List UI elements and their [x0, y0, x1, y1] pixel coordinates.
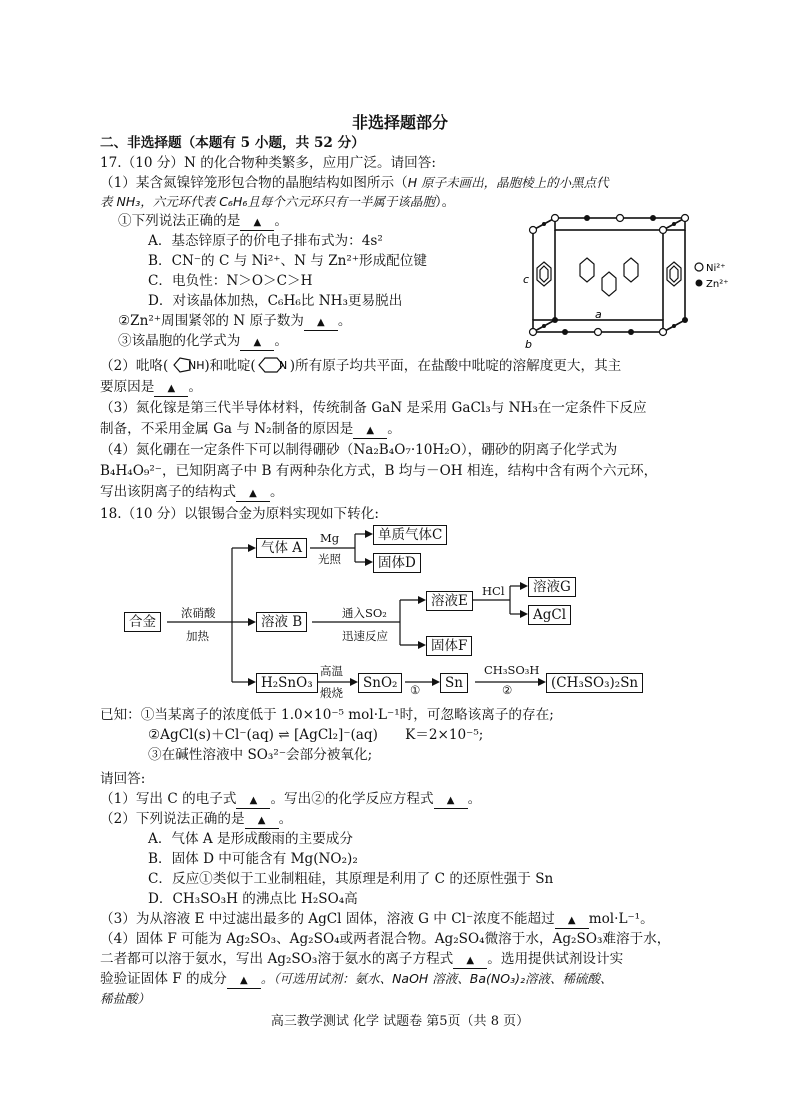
axis-c-label: c: [523, 273, 530, 286]
q18-option-b: B．固体 D 中可能含有 Mg(NO₂)₂: [148, 851, 358, 867]
gas-a-box: 气体 A: [256, 538, 307, 558]
q17-p3-line2: [100, 420, 401, 439]
q18-p4-line2: [100, 950, 623, 969]
q17-p2-line2: [100, 378, 202, 397]
q18-p4-line1: （4）固体 F 可能为 Ag₂SO₃、Ag₂SO₄或两者混合物。Ag₂SO₄微溶于水，Ag₂SO₃难溶于水，: [100, 931, 671, 947]
light-label: 光照: [318, 552, 341, 566]
reagent-label: 浓硝酸: [181, 606, 216, 620]
calcine-label: 煅烧: [320, 686, 343, 700]
crystal-cell-figure: [505, 210, 735, 356]
q18-p1: [100, 790, 481, 809]
q18-p4e: 。（可选用试剂：氨水、NaOH 溶液、Ba(NO₃)₂溶液、稀硫酸、: [260, 971, 613, 986]
q17-sub3-text: ③该晶胞的化学式为: [118, 333, 241, 349]
ch3so3h-label: CH₃SO₃H: [484, 663, 540, 677]
axis-a-label: a: [595, 308, 602, 321]
answer-blank[interactable]: [240, 215, 274, 231]
q17-p2d: 要原因是: [100, 379, 155, 395]
pyrrole-structure-icon: [168, 357, 204, 373]
answer-blank[interactable]: [434, 793, 468, 809]
fast-reaction-label: 迅速反应: [342, 629, 388, 643]
answer-blank[interactable]: [240, 335, 274, 351]
known-3: ③在碱性溶液中 SO₃²⁻会部分被氧化;: [148, 747, 373, 763]
q17-sub2: [118, 312, 352, 331]
q18-p4c: 。选用提供试剂设计实: [487, 951, 624, 967]
q18-p1a: （1）写出 C 的电子式: [100, 791, 237, 807]
answer-blank-mark: ▲: [317, 317, 325, 328]
page-title: 非选择题部分: [351, 113, 448, 132]
q17-sub3: [118, 332, 288, 351]
period: 。: [387, 421, 401, 437]
benzene-rings: [537, 258, 681, 296]
q18-p4d: 验验证固体 F 的成分: [100, 971, 227, 987]
product-box: (CH₃SO₃)₂Sn: [546, 673, 643, 693]
answer-blank-mark: ▲: [366, 425, 375, 436]
q17-p3b: 制备，不采用金属 Ga 与 N₂制备的原因是: [100, 421, 354, 437]
page-footer: 高三教学测试 化学 试题卷 第5页（共 8 页）: [270, 1014, 530, 1029]
zn-ions: [542, 215, 688, 335]
q18-p3a: （3）为从溶液 E 中过滤出最多的 AgCl 固体，溶液 G 中 Cl⁻浓度不能超过: [100, 911, 555, 927]
q18-p4-line4: [100, 990, 150, 1008]
q17-p2c: )所有原子均共平面，在盐酸中吡啶的溶解度更大，其主: [289, 358, 622, 374]
agcl-box: AgCl: [528, 605, 571, 625]
solid-f-box: 固体F: [426, 636, 472, 656]
q17-p1-line1: [100, 174, 609, 192]
answer-blank[interactable]: [245, 813, 279, 829]
pyridine-structure-icon: [256, 357, 290, 373]
q17-p4-line3: [100, 483, 284, 502]
sno2-box: SnO₂: [358, 673, 402, 693]
zn-legend-icon: [696, 280, 703, 287]
answer-blank[interactable]: [353, 423, 387, 439]
q18-p3b: mol·L⁻¹。: [588, 911, 654, 927]
condition-label: 加热: [186, 629, 209, 643]
q17-option-d: D．对该晶体加热，C₆H₆比 NH₃更易脱出: [148, 293, 403, 309]
svg-text:N: N: [278, 359, 287, 372]
answer-blank[interactable]: [236, 793, 270, 809]
q18-option-c: C．反应①类似于工业制粗硅，其原理是利用了 C 的还原性强于 Sn: [148, 871, 554, 887]
ni-ions: [530, 215, 689, 336]
q18-p3: [100, 910, 654, 929]
q17-stem: 17.（10 分）N 的化合物种类繁多，应用广泛。请回答:: [100, 155, 436, 171]
solution-e-box: 溶液E: [426, 591, 473, 611]
ni-legend-icon: [695, 263, 703, 271]
q17-sub2-text: ②Zn²⁺周围紧邻的 N 原子数为: [118, 313, 304, 329]
answer-blank[interactable]: [304, 315, 338, 331]
q17-p2a: （2）吡咯(: [100, 358, 169, 374]
q17-sub1: [118, 212, 288, 231]
gas-c-box: 单质气体C: [373, 525, 447, 545]
svg-text:NH: NH: [188, 359, 205, 372]
q17-p1-note1: H 原子未画出，晶胞棱上的小黑点代: [407, 175, 609, 190]
q17-sub1-text: ①下列说法正确的是: [118, 213, 241, 229]
period: 。: [274, 333, 288, 349]
q17-p4-line1: （4）氮化硼在一定条件下可以制得硼砂（Na₂B₄O₇·10H₂O），硼砂的阴离子化学式为: [100, 442, 618, 458]
solution-b-box: 溶液 B: [256, 612, 307, 632]
q18-ask: 请回答:: [100, 771, 146, 787]
q17-option-a: A．基态锌原子的价电子排布式为：4s²: [148, 233, 383, 249]
q17-p1-line2: [100, 193, 455, 211]
period: 。: [278, 811, 293, 827]
axis-b-label: b: [525, 338, 532, 351]
q18-p4b: 二者都可以溶于氨水，写出 Ag₂SO₃溶于氨水的离子方程式: [100, 951, 454, 967]
answer-blank-mark: ▲: [257, 815, 266, 826]
q17-p2-line1: [100, 357, 621, 375]
answer-blank[interactable]: [236, 486, 270, 502]
solid-d-box: 固体D: [373, 553, 421, 573]
answer-blank-mark: ▲: [167, 383, 176, 394]
h2sno3-box: H₂SnO₃: [256, 673, 318, 693]
ni-legend-label: Ni²⁺: [706, 263, 726, 274]
period: 。: [337, 313, 352, 329]
q17-p1-intro: （1）某含氮镍锌笼形包合物的晶胞结构如图所示（: [100, 175, 408, 191]
period: 。: [269, 484, 284, 500]
period: 。: [188, 379, 202, 395]
q17-p2b: )和吡啶(: [204, 358, 256, 374]
answer-blank-mark: ▲: [253, 217, 262, 228]
period: 。: [467, 791, 482, 807]
hcl-label: HCl: [482, 584, 505, 598]
q17-p3-line1: （3）氮化镓是第三代半导体材料，传统制备 GaN 是采用 GaCl₃与 NH₃在一定条件下反应: [100, 400, 647, 416]
q18-option-d: D．CH₃SO₃H 的沸点比 H₂SO₄高: [148, 891, 358, 907]
q17-p1-close: ）。: [434, 194, 456, 210]
answer-blank[interactable]: [555, 913, 589, 929]
q18-p2-text: （2）下列说法正确的是: [100, 811, 245, 827]
answer-blank-mark: ▲: [567, 915, 576, 926]
section-note: （本题有 5 小题，共 52 分）: [181, 135, 365, 151]
q18-p4-line3: [100, 970, 613, 989]
answer-blank-mark: ▲: [239, 975, 248, 986]
q18-p4f: 稀盐酸）: [100, 991, 151, 1006]
answer-blank[interactable]: [227, 973, 261, 989]
answer-blank-mark: ▲: [446, 795, 455, 806]
answer-blank-mark: ▲: [253, 337, 262, 348]
answer-blank-mark: ▲: [249, 795, 258, 806]
answer-blank[interactable]: [154, 381, 188, 397]
answer-blank-mark: ▲: [466, 955, 475, 966]
period: 。: [274, 213, 288, 229]
q17-option-b: B．CN⁻的 C 与 Ni²⁺、N 与 Zn²⁺形成配位键: [148, 253, 427, 269]
so2-label: 通入SO₂: [342, 606, 387, 620]
step1-label: ①: [410, 683, 421, 697]
q18-p2: [100, 810, 292, 829]
q17-p4-line2: B₄H₄O₉²⁻，已知阴离子中 B 有两种杂化方式，B 均与－OH 相连，结构中含有两个六元环，: [100, 463, 658, 479]
alloy-box: 合金: [124, 612, 161, 632]
sn-box: Sn: [440, 673, 468, 693]
zn-legend-label: Zn²⁺: [706, 279, 729, 290]
q18-option-a: A．气体 A 是形成酸雨的主要成分: [148, 831, 353, 847]
q17-option-c: C．电负性：N＞O＞C＞H: [148, 273, 313, 289]
solution-g-box: 溶液G: [528, 577, 576, 597]
section-header: [100, 134, 365, 152]
mg-label: Mg: [320, 531, 340, 545]
answer-blank-mark: ▲: [249, 488, 257, 499]
q18-p1b: 。写出②的化学反应方程式: [270, 791, 434, 807]
known-1: 已知：①当某离子的浓度低于 1.0×10⁻⁵ mol·L⁻¹时，可忽略该离子的存在;: [100, 707, 554, 723]
answer-blank[interactable]: [453, 953, 487, 969]
q17-p4c: 写出该阴离子的结构式: [100, 484, 236, 500]
step2-label: ②: [502, 683, 513, 697]
known-2: ②AgCl(s)＋Cl⁻(aq) ⇌ [AgCl₂]⁻(aq) K＝2×10⁻⁵;: [148, 727, 484, 743]
high-temp-label: 高温: [320, 664, 343, 678]
q17-p1-note2: 表 NH₃，六元环代表 C₆H₆且每个六元环只有一半属于该晶胞: [100, 194, 435, 209]
q18-stem: 18.（10 分）以银锡合金为原料实现如下转化:: [100, 506, 379, 522]
section-label: 二、非选择题: [100, 135, 182, 151]
